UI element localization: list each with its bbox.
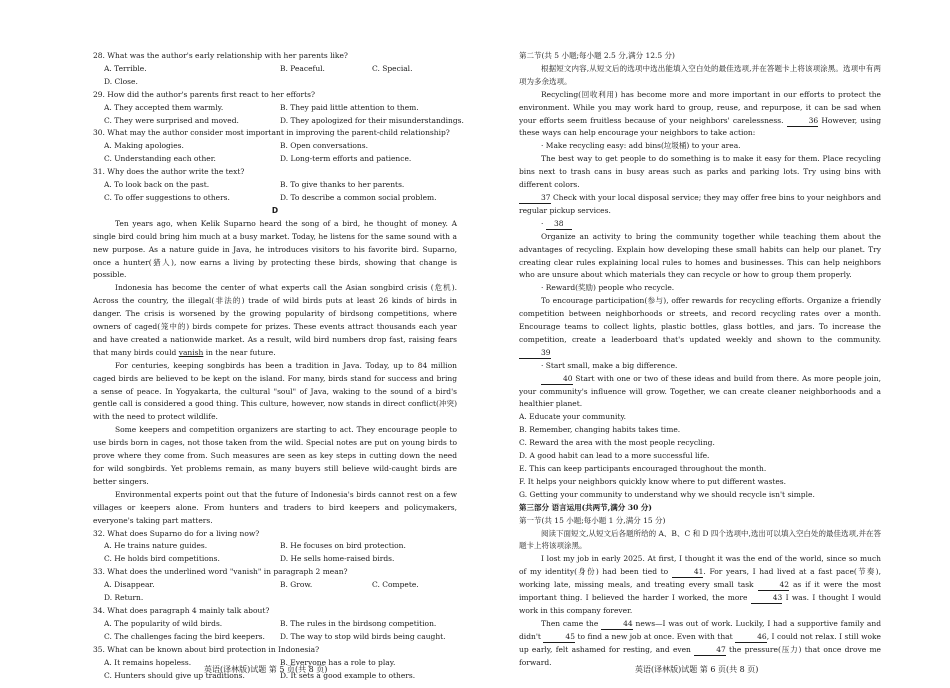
option-g: G. Getting your community to understand why we should recycle isn't simple. bbox=[519, 489, 815, 499]
right-page bbox=[475, 0, 950, 688]
options bbox=[93, 102, 464, 128]
cloze-paragraph-2 bbox=[519, 618, 881, 670]
paragraph-text: However, using these ways can help encourage your neighbors to take action: bbox=[519, 115, 881, 138]
bullet-blank-38 bbox=[519, 218, 881, 231]
question-stem: 33. What does the underlined word "vanish" in paragraph 2 mean? bbox=[93, 567, 348, 577]
paragraph-text: news—I was out of work. Luckily, I had a supportive family and didn't bbox=[519, 618, 882, 641]
paragraph-text: to find a new job at once. Even with that bbox=[574, 631, 733, 641]
paragraph-text: The best way to get people to do something is to make it easy for them. Place recycling bins next to trash cans in busy areas such as parks and parking lots. Try using bins with different colors. bbox=[519, 154, 881, 190]
paragraph-text: as if it were the most important thing. I believed the harder I worked, the more bbox=[519, 580, 882, 603]
blank-38: 38 bbox=[546, 219, 572, 230]
option-d: D. They apologized for their misunderstandings. bbox=[280, 115, 464, 125]
blank-37: 37 bbox=[519, 193, 551, 204]
question-28 bbox=[93, 50, 457, 89]
option-b: B. He focuses on bird protection. bbox=[280, 541, 406, 551]
options bbox=[93, 63, 457, 89]
option-b: B. To give thanks to her parents. bbox=[280, 180, 405, 190]
options bbox=[93, 579, 457, 605]
question-stem: 28. What was the author's early relationship with her parents like? bbox=[93, 51, 348, 60]
part-3-title: 第三部分 语言运用(共两节,满分 30 分) bbox=[519, 502, 652, 512]
option-b: B. Remember, changing habits takes time. bbox=[519, 425, 681, 435]
gap-fill-options bbox=[519, 411, 881, 501]
blank-36: 36 bbox=[787, 116, 819, 127]
options bbox=[93, 140, 457, 166]
blank-46: 46 bbox=[735, 632, 767, 643]
blank-42: 42 bbox=[758, 580, 790, 591]
question-stem: 31. Why does the author write the text? bbox=[93, 167, 245, 177]
section-2-instructions: 根据短文内容,从短文后的选项中选出能填入空白处的最佳选项,并在答题卡上将该项涂黑。选项中有两项为多余选项。 bbox=[519, 63, 881, 86]
bullet-start-small: · Start small, make a big difference. bbox=[541, 360, 678, 370]
question-31 bbox=[93, 166, 457, 205]
option-b: B. Peaceful. bbox=[280, 63, 325, 73]
option-d: D. Return. bbox=[104, 593, 144, 603]
option-a: A. They accepted them warmly. bbox=[104, 102, 224, 112]
paragraph-text: Indonesia has become the center of what experts call the Asian songbird crisis (危机). Across the country, the illegal(非法的) trade of wild birds puts at least 26 kinds of birds in danger. The crisis is worsened by the growing popularity of birdsong competitions, where owners of caged(笼中的) birds compete for prizes. These events attract thousands each year and have created a nationwide market. As a result, wild bird numbers drop fast, raising fears that many birds could bbox=[93, 283, 457, 357]
blank-45: 45 bbox=[543, 632, 575, 643]
section-2-title: 第二节(共 5 小题;每小题 2.5 分,满分 12.5 分) bbox=[519, 51, 675, 60]
paragraph-text: To encourage participation(参与), offer rewards for recycling efforts. Organize a friendly competition between neighborhoods or streets, and record recycling rates over a month. Encourage teams to collect lights, plastic bottles, glass bottles, and jars. To increase the competition, create a leaderboard that's updated weekly and shown to the community. bbox=[519, 296, 881, 344]
paragraph-text: Recycling(回收利用) has become more and more important in our efforts to protect the environment. While you may work hard to group, reuse, and repurpose, it can be sad when your efforts seem fruitless because of your neighbors' carelessness. bbox=[519, 89, 881, 125]
bullet-reward: · Reward(奖励) people who recycle. bbox=[541, 283, 675, 293]
question-stem: 34. What does paragraph 4 mainly talk about? bbox=[93, 605, 270, 615]
option-c: C. The challenges facing the bird keepers. bbox=[104, 631, 265, 641]
option-a: A. Making apologies. bbox=[104, 141, 184, 151]
option-f: F. It helps your neighbors quickly know where to put different wastes. bbox=[519, 476, 787, 486]
paragraph-tail: in the near future. bbox=[203, 347, 276, 357]
blank-44: 44 bbox=[601, 619, 633, 630]
question-stem: 29. How did the author's parents first react to her efforts? bbox=[93, 89, 315, 99]
paragraph-text: Then came the bbox=[541, 618, 599, 628]
question-32 bbox=[93, 528, 457, 567]
paragraph-text: , I could not relax. I still woke up early, felt ashamed for resting, and even bbox=[519, 631, 882, 654]
blank-47: 47 bbox=[694, 645, 726, 656]
question-stem: 35. What can be known about bird protection in Indonesia? bbox=[93, 644, 320, 654]
option-a: A. Educate your community. bbox=[519, 412, 626, 422]
question-stem: 30. What may the author consider most important in improving the parent-child relationship? bbox=[93, 128, 450, 138]
question-33 bbox=[93, 566, 457, 605]
blank-39: 39 bbox=[519, 348, 551, 359]
recycling-paragraph-4 bbox=[519, 295, 881, 360]
option-d: D. Long-term efforts and patience. bbox=[280, 154, 412, 164]
section-1-title: 第一节(共 15 小题;每小题 1 分,满分 15 分) bbox=[519, 515, 666, 525]
option-a: A. He trains nature guides. bbox=[104, 541, 208, 551]
paragraph-text: the pressure(压力) that once drove me forward. bbox=[519, 644, 881, 667]
paragraph-text: Check with your local disposal service; they may offer free bins to your neighbors and regular pickup services. bbox=[519, 192, 881, 215]
option-e: E. This can keep participants encouraged throughout the month. bbox=[519, 464, 767, 473]
option-d: D. A good habit can lead to a more successful life. bbox=[519, 451, 710, 461]
cloze-paragraph-1 bbox=[519, 553, 881, 618]
passage-paragraph-1: Ten years ago, when Kelik Suparno heard the song of a bird, he thought of money. A single bird could bring him much at a busy market. Today, he listens for the same sound with a new purpose. As a nature guide in Java, he introduces visitors to his favorite bird. Suparno, once a hunter(猎人), now earns a living by protecting these birds, showing that change is possible. bbox=[93, 218, 457, 280]
underlined-word-vanish: vanish bbox=[178, 347, 204, 357]
question-29 bbox=[93, 89, 464, 128]
bullet-make-recycling-easy: · Make recycling easy: add bins(垃圾桶) to your area. bbox=[541, 141, 741, 151]
options bbox=[93, 540, 457, 566]
right-column bbox=[519, 50, 881, 670]
paragraph-text: I was. I thought I would work in this company forever. bbox=[519, 593, 882, 615]
question-30 bbox=[93, 127, 457, 166]
paragraph-text: Start with one or two of these ideas and build from there. As more people join, your community's influence will grow. Together, we can create cleaner neighborhoods and a healthier planet. bbox=[519, 373, 881, 409]
passage-paragraph-5: Environmental experts point out that the future of Indonesia's birds cannot rest on a few villages or keepers alone. From hunters and traders to bird keepers and policymakers, everyone's taking part matters. bbox=[93, 489, 457, 525]
passage-paragraph-4: Some keepers and competition organizers are starting to act. They encourage people to use birds born in cages, not those taken from the wild. Special notes are put on young birds to prove where they come from. Such measures are seen as key steps in cutting down the need for wild songbirds. Yet problems remain, as many buyers still believe wild-caught birds are better singers. bbox=[93, 425, 457, 486]
paragraph-text: I lost my job in early 2025. At first, I thought it was the end of the world, since so much of my identity(身份) had been tied to bbox=[519, 554, 881, 577]
option-a: A. The popularity of wild birds. bbox=[104, 618, 223, 628]
option-a: A. To look back on the past. bbox=[104, 180, 210, 190]
page-footer: 英语(译林版)试题 第 5 页(共 8 页) bbox=[204, 665, 328, 674]
option-a: A. It remains hopeless. bbox=[104, 657, 192, 667]
option-d: D. The way to stop wild birds being caught. bbox=[280, 631, 446, 641]
blank-43: 43 bbox=[751, 593, 783, 604]
option-c: C. He holds bird competitions. bbox=[104, 554, 220, 564]
option-c: C. Reward the area with the most people recycling. bbox=[519, 438, 715, 448]
option-b: B. They paid little attention to them. bbox=[280, 102, 419, 112]
option-b: B. Everyone has a role to play. bbox=[280, 657, 396, 667]
question-stem: 32. What does Suparno do for a living now? bbox=[93, 528, 260, 538]
option-c: C. Compete. bbox=[372, 580, 419, 590]
recycling-paragraph-3: Organize an activity to bring the community together while teaching them about the advantages of recycling. Explain how developing these small habits can help our planet. Try creating clear rules explaining local rules to homes and businesses. This can help neighbors who are unsure about which materials they can recycle or how to group them properly. bbox=[519, 231, 881, 280]
blank-40: 40 bbox=[541, 374, 573, 385]
option-c: C. Understanding each other. bbox=[104, 154, 216, 164]
blank-41: 41 bbox=[672, 567, 704, 578]
option-d: D. To describe a common social problem. bbox=[280, 192, 437, 202]
section-1-instructions: 阅读下面短文,从短文后各题所给的 A、B、C 和 D 四个选项中,选出可以填入空白处的最佳选项,并在答题卡上将该项涂黑。 bbox=[519, 528, 881, 551]
left-column bbox=[93, 50, 464, 682]
bullet-mark: · bbox=[541, 218, 546, 228]
recycling-paragraph-2 bbox=[519, 153, 881, 218]
option-c: C. To offer suggestions to others. bbox=[104, 192, 230, 202]
option-c: C. Hunters should give up traditions. bbox=[104, 670, 245, 680]
option-b: B. The rules in the birdsong competition. bbox=[280, 618, 437, 628]
paragraph-text: . For years, I had lived at a fast pace(节奏), working late, missing meals, and treating every small task bbox=[519, 567, 881, 590]
option-d: D. He sells home-raised birds. bbox=[280, 554, 395, 564]
option-c: C. Special. bbox=[372, 63, 413, 73]
option-d: D. It sets a good example to others. bbox=[280, 670, 416, 680]
recycling-paragraph-5 bbox=[519, 373, 881, 412]
option-a: A. Disappear. bbox=[104, 580, 155, 590]
option-d: D. Close. bbox=[104, 76, 138, 86]
section-d-title: D bbox=[271, 205, 279, 215]
options bbox=[93, 179, 457, 205]
page-footer: 英语(译林版)试题 第 6 页(共 8 页) bbox=[635, 665, 759, 674]
options bbox=[93, 618, 457, 644]
option-c: C. They were surprised and moved. bbox=[104, 115, 239, 125]
passage-paragraph-2 bbox=[93, 282, 457, 359]
option-b: B. Open conversations. bbox=[280, 141, 369, 151]
passage-paragraph-3: For centuries, keeping songbirds has been a tradition in Java. Today, up to 84 million caged birds are believed to be kept on the island. For many, birds stand for success and bring a sense of peace. In Yogyakarta, the cultural "soul" of Java, waking to the sound of a bird's gentle call is considered a good thing. This culture, however, now stands in direct conflict(冲突) with the need to protect wildlife. bbox=[93, 360, 457, 422]
option-a: A. Terrible. bbox=[104, 63, 147, 73]
option-b: B. Grow. bbox=[280, 580, 313, 590]
question-34 bbox=[93, 605, 457, 644]
recycling-paragraph-1 bbox=[519, 89, 881, 141]
